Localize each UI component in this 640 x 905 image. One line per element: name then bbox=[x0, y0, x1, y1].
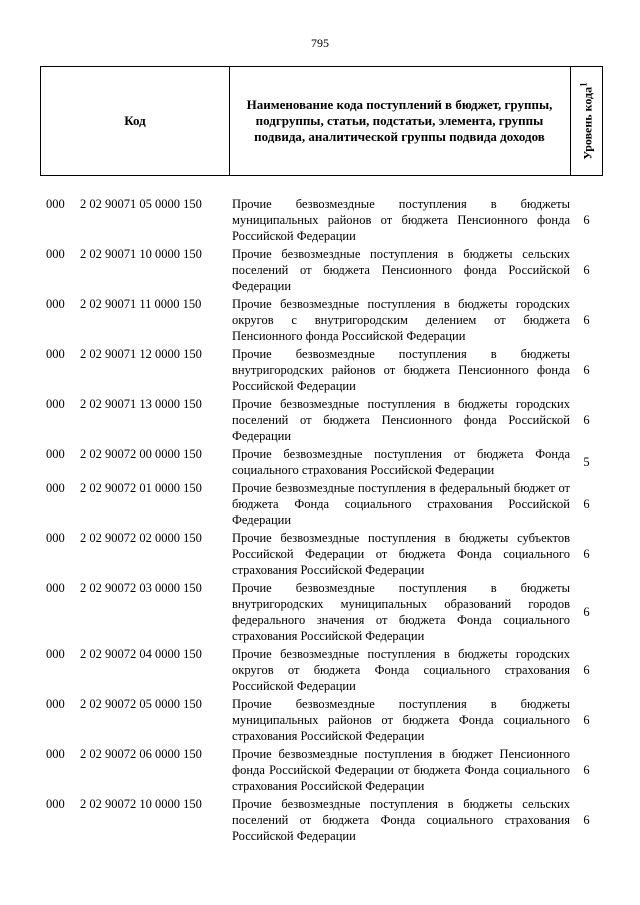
table-row bbox=[40, 480, 603, 528]
admin-code-cell: 000 bbox=[46, 531, 65, 545]
table-row bbox=[40, 696, 603, 744]
code-level-cell: 6 bbox=[583, 313, 590, 327]
admin-code-cell: 000 bbox=[46, 581, 65, 595]
income-code-cell: 2 02 90072 10 0000 150 bbox=[80, 797, 202, 811]
table-row bbox=[40, 530, 603, 578]
header-level-text bbox=[578, 82, 595, 159]
admin-code-cell: 000 bbox=[46, 747, 65, 761]
income-name-cell: Прочие безвозмездные поступления в бюджеты внутригородских районов от бюджета Пенсионного фонда Российской Федерации bbox=[232, 347, 570, 393]
income-code-cell: 2 02 90072 04 0000 150 bbox=[80, 647, 202, 661]
admin-code-cell: 000 bbox=[46, 197, 65, 211]
code-level-cell: 6 bbox=[583, 363, 590, 377]
header-level-footnote: 1 bbox=[578, 82, 588, 87]
income-code-cell: 2 02 90071 12 0000 150 bbox=[80, 347, 202, 361]
income-code-cell: 2 02 90072 00 0000 150 bbox=[80, 447, 202, 461]
income-code-cell: 2 02 90071 10 0000 150 bbox=[80, 247, 202, 261]
code-level-cell: 6 bbox=[583, 663, 590, 677]
income-name-cell: Прочие безвозмездные поступления в бюджет Пенсионного фонда Российской Федерации от бюджета Фонда социального страхования Российской Федерации bbox=[232, 747, 570, 793]
income-name-cell: Прочие безвозмездные поступления в бюджеты сельских поселений от бюджета Фонда социального страхования Российской Федерации bbox=[232, 797, 570, 843]
table-row bbox=[40, 646, 603, 694]
code-level-cell: 6 bbox=[583, 605, 590, 619]
admin-code-cell: 000 bbox=[46, 397, 65, 411]
code-level-cell: 6 bbox=[583, 763, 590, 777]
income-name-cell: Прочие безвозмездные поступления в бюджеты сельских поселений от бюджета Пенсионного фонда Российской Федерации bbox=[232, 247, 570, 293]
admin-code-cell: 000 bbox=[46, 697, 65, 711]
admin-code-cell: 000 bbox=[46, 247, 65, 261]
admin-code-cell: 000 bbox=[46, 647, 65, 661]
code-level-cell: 6 bbox=[583, 263, 590, 277]
income-name-cell: Прочие безвозмездные поступления в бюджеты муниципальных районов от бюджета Пенсионного фонда Российской Федерации bbox=[232, 197, 570, 243]
income-code-cell: 2 02 90072 05 0000 150 bbox=[80, 697, 202, 711]
table-row bbox=[40, 746, 603, 794]
header-level-label: Уровень кода bbox=[580, 86, 594, 160]
income-code-cell: 2 02 90071 05 0000 150 bbox=[80, 197, 202, 211]
code-level-cell: 6 bbox=[583, 413, 590, 427]
income-code-cell: 2 02 90072 01 0000 150 bbox=[80, 481, 202, 495]
income-name-cell: Прочие безвозмездные поступления в бюджеты муниципальных районов от бюджета Фонда социального страхования Российской Федерации bbox=[232, 697, 570, 743]
admin-code-cell: 000 bbox=[46, 797, 65, 811]
table-row bbox=[40, 796, 603, 844]
income-name-cell: Прочие безвозмездные поступления в бюджеты городских округов с внутригородским делением от бюджета Пенсионного фонда Российской Федерации bbox=[232, 297, 570, 343]
income-name-cell: Прочие безвозмездные поступления в федеральный бюджет от бюджета Фонда социального страхования Российской Федерации bbox=[232, 481, 570, 527]
code-level-cell: 6 bbox=[583, 497, 590, 511]
page-number: 795 bbox=[311, 36, 329, 50]
table-row bbox=[40, 580, 603, 644]
income-code-cell: 2 02 90072 02 0000 150 bbox=[80, 531, 202, 545]
header-name: Наименование кода поступлений в бюджет, группы, подгруппы, статьи, подстатьи, элемента, группы подвида, аналитической группы подвида доходов bbox=[229, 67, 571, 175]
header-code: Код bbox=[41, 67, 230, 175]
admin-code-cell: 000 bbox=[46, 481, 65, 495]
income-name-cell: Прочие безвозмездные поступления от бюджета Фонда социального страхования Российской Федерации bbox=[232, 447, 570, 477]
table-header bbox=[40, 66, 603, 176]
table-row bbox=[40, 196, 603, 244]
income-name-cell: Прочие безвозмездные поступления в бюджеты городских поселений от бюджета Пенсионного фонда Российской Федерации bbox=[232, 397, 570, 443]
code-level-cell: 5 bbox=[583, 455, 590, 469]
income-name-cell: Прочие безвозмездные поступления в бюджеты субъектов Российской Федерации от бюджета Фонда социального страхования Российской Федерации bbox=[232, 531, 570, 577]
income-name-cell: Прочие безвозмездные поступления в бюджеты внутригородских муниципальных образований городов федерального значения от бюджета Фонда социального страхования Российской Федерации bbox=[232, 581, 570, 643]
table-row bbox=[40, 396, 603, 444]
income-name-cell: Прочие безвозмездные поступления в бюджеты городских округов от бюджета Фонда социального страхования Российской Федерации bbox=[232, 647, 570, 693]
admin-code-cell: 000 bbox=[46, 347, 65, 361]
income-code-cell: 2 02 90071 13 0000 150 bbox=[80, 397, 202, 411]
table-row bbox=[40, 346, 603, 394]
income-code-cell: 2 02 90071 11 0000 150 bbox=[80, 297, 202, 311]
admin-code-cell: 000 bbox=[46, 297, 65, 311]
code-level-cell: 6 bbox=[583, 213, 590, 227]
table-row bbox=[40, 446, 603, 478]
income-code-cell: 2 02 90072 06 0000 150 bbox=[80, 747, 202, 761]
table-row bbox=[40, 296, 603, 344]
income-code-cell: 2 02 90072 03 0000 150 bbox=[80, 581, 202, 595]
header-level bbox=[571, 67, 602, 175]
admin-code-cell: 000 bbox=[46, 447, 65, 461]
code-level-cell: 6 bbox=[583, 813, 590, 827]
table-row bbox=[40, 246, 603, 294]
code-level-cell: 6 bbox=[583, 713, 590, 727]
code-level-cell: 6 bbox=[583, 547, 590, 561]
table-body bbox=[40, 196, 603, 846]
